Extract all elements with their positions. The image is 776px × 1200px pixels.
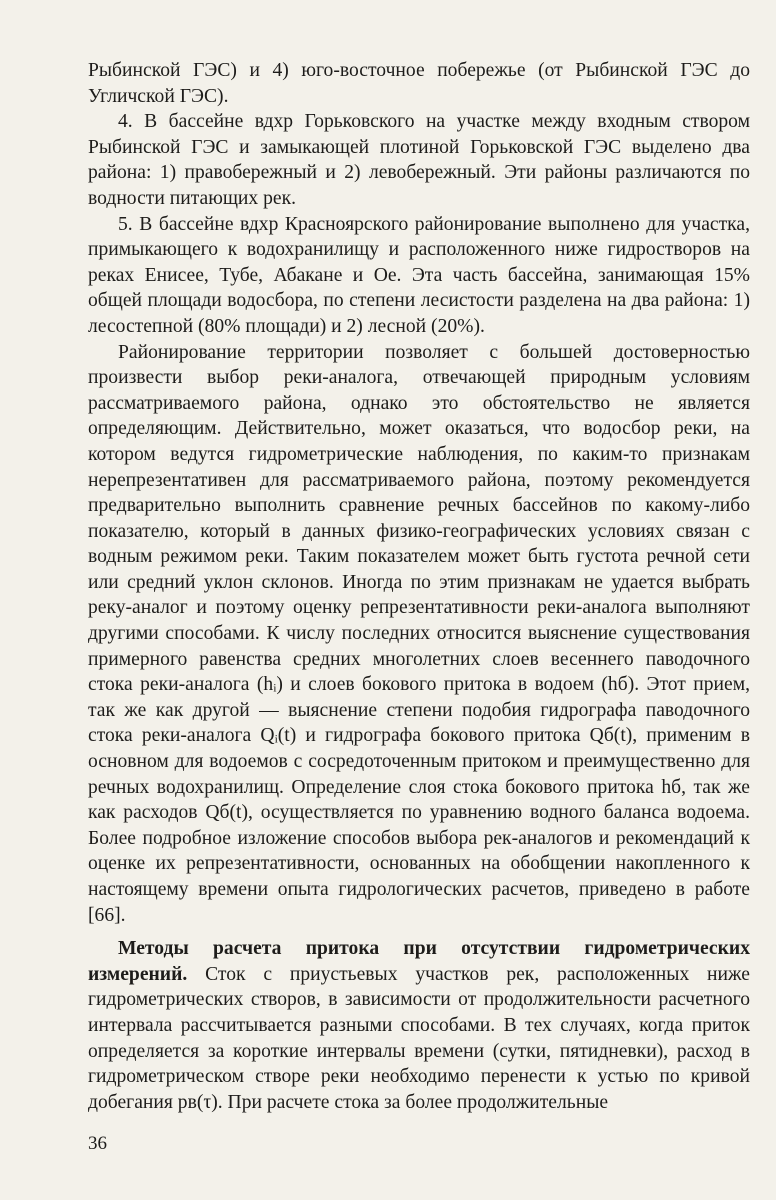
paragraph-continuation: Рыбинской ГЭС) и 4) юго-восточное побережье (от Рыбинской ГЭС до Угличской ГЭС).	[88, 60, 750, 107]
page-body	[88, 58, 750, 1115]
section-heading: Методы расчета притока при отсутствии гидрометрических измерений.	[88, 938, 750, 985]
methods-text: Сток с приустьевых участков рек, расположенных ниже гидрометрических створов, в зависимости от продолжительности расчетного интервала рассчитывается разными способами. В тех случаях, когда приток определяется за короткие интервалы времени (сутки, пятидневки), расход в гидрометрическом створе реки необходимо перенести к устью по кривой добегания pв(τ). При расчете стока за более продолжительные	[88, 963, 750, 1113]
paragraph-regionalization: Районирование территории позволяет с большей достоверностью произвести выбор реки-аналога, отвечающей природным условиям рассматриваемого района, однако это обстоятельство не является определяющим. Действительно, может оказаться, что водосбор реки, на котором ведутся гидрометрические наблюдения, по каким-то признакам нерепрезентативен для рассматриваемого района, поэтому рекомендуется предварительно выполнить сравнение речных бассейнов по какому-либо показателю, который в данных физико-географических условиях связан с водным режимом реки. Таким показателем может быть густота речной сети или средний уклон склонов. Иногда по этим признакам не удается выбрать реку-аналог и поэтому оценку репрезентативности реки-аналога выполняют другими способами. К числу последних относится выяснение существования примерного равенства средних многолетних слоев весеннего паводочного стока реки-аналога (hᵢ) и слоев бокового притока в водоем (hб). Этот прием, так же как другой — выяснение степени подобия гидрографа паводочного стока реки-аналога Qᵢ(t) и гидрографа бокового притока Qб(t), применим в основном для водоемов с сосредоточенным притоком и преимущественно для речных водохранилищ. Определение слоя стока бокового притока hб, так же как расходов Qб(t), осуществляется по уравнению водного баланса водоема. Более подробное изложение способов выбора рек-аналогов и рекомендаций к оценке их репрезентативности, основанных на обобщении накопленного к настоящему времени опыта гидрологических расчетов, приведено в работе [66].	[88, 341, 750, 926]
paragraph-methods	[88, 936, 750, 1115]
paragraph-item-4: 4. В бассейне вдхр Горьковского на участке между входным створом Рыбинской ГЭС и замыкающей плотиной Горьковской ГЭС выделено два района: 1) правобережный и 2) левобережный. Эти районы различаются по водности питающих рек.	[88, 111, 750, 209]
page-number: 36	[88, 1133, 107, 1154]
paragraph-item-5: 5. В бассейне вдхр Красноярского районирование выполнено для участка, примыкающего к водохранилищу и расположенного ниже гидростворов на реках Енисее, Тубе, Абакане и Ое. Эта часть бассейна, занимающая 15% общей площади водосбора, по степени лесистости разделена на два района: 1) лесостепной (80% площади) и 2) лесной (20%).	[88, 213, 750, 337]
